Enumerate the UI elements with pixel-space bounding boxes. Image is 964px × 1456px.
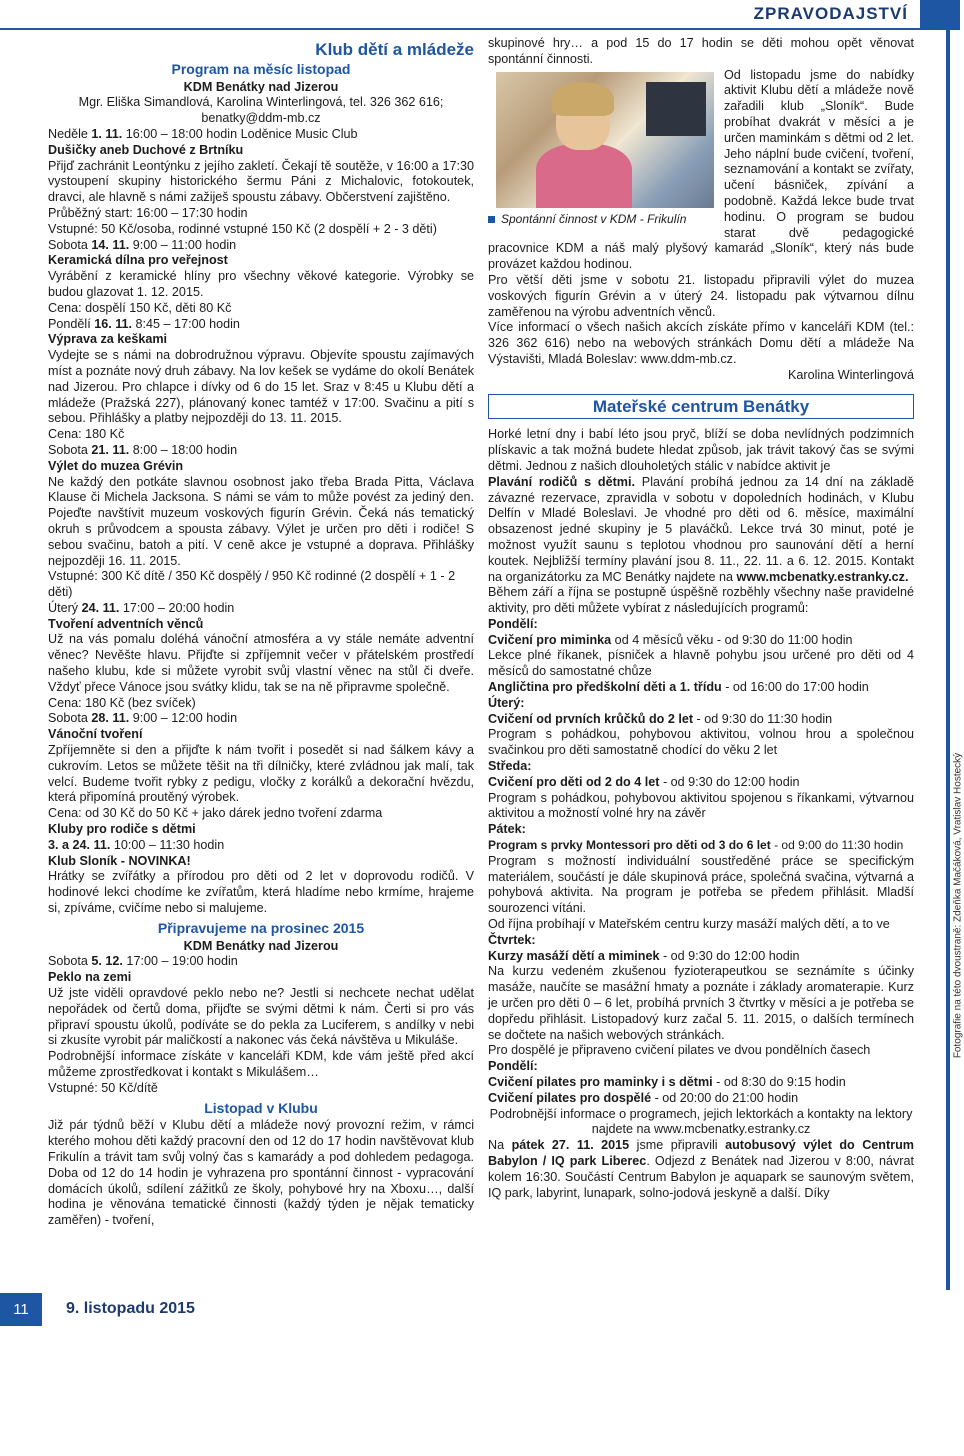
- event-fee: Cena: od 30 Kč do 50 Kč + jako dárek jedno tvoření zdarma: [48, 806, 383, 821]
- article-text: Od října probíhají v Mateřském centru kurzy masáží malých dětí, a to ve: [488, 917, 890, 932]
- article-text: Pro větší děti jsme v sobotu 21. listopadu připravili výlet do muzea voskových figurín Grévin a v úterý 24. listopadu pak výtvarnou dílnu zaměřenou na výrobu adventních věnců.: [488, 272, 914, 319]
- event-fee: Vstupné: 300 Kč dítě / 350 Kč dospělý / 950 Kč rodinné (2 dospělí + 1 - 2 děti): [48, 569, 456, 600]
- right-column: [488, 36, 914, 1201]
- event-text: Hrátky se zvířátky a přírodou pro děti od 2 let v doprovodu rodičů. V hodinové lekci chodíme ke zvířatům, která hladíme nebo krmíme, hrajeme si, zpíváme, cvičíme nebo si malujeme.: [48, 869, 474, 916]
- event-fee: Vstupné: 50 Kč/osoba, rodinné vstupné 150 Kč (2 dospělí + 2 - 3 děti): [48, 221, 437, 236]
- mc-title: Mateřské centrum Benátky: [488, 394, 914, 420]
- event-text: Zpříjemněte si den a přijďte k nám tvořit i posedět si nad šálkem kávy a cukrovím. Letos se můžete těšit na tři dílničky, které zvládnou jak malí, tak velcí. Budeme tvořit rybky z pedigu, vločky z korálků a dekorační hvězdu, která připomíná proutěný výrobek.: [48, 743, 474, 805]
- event-title: Výprava za keškami: [48, 332, 168, 347]
- edge-accent-bar: [946, 30, 950, 1290]
- event-date: 3. a 24. 11. 10:00 – 11:30 hodin: [48, 837, 225, 852]
- article-text: Během září a října se postupně úspěšně rozběhly všechny naše pravidelné aktivity, pro děti můžete vybírat z následujících programů:: [488, 585, 914, 616]
- december-title: Připravujeme na prosinec 2015: [157, 919, 365, 936]
- event-fee: Vstupné: 50 Kč/dítě: [48, 1080, 158, 1095]
- info-text: Podrobnější informace o programech, jejich lektorkách a kontakty na lektory najdete na www.mcbenatky.estranky.cz: [489, 1106, 913, 1137]
- program-desc: Program s pohádkou, pohybovou aktivitou spojenou s říkankami, výtvarnou aktivitou a možností volné hry na závěr: [488, 790, 914, 821]
- club-title: Klub dětí a mládeže: [315, 40, 474, 59]
- header-rule: [0, 28, 920, 30]
- article-text: skupinové hry… a pod 15 do 17 hodin se děti mohou opět věnovat spontánní činnosti.: [488, 36, 914, 66]
- day-label: Pátek:: [488, 822, 526, 837]
- november-club-title: Listopad v Klubu: [204, 1099, 318, 1116]
- program-desc: Na kurzu vedeném zkušenou fyzioterapeutkou se seznámíte s účinky masáže, naučíte se masážní hmaty a poznáte i základy aromaterapie. Kurz je určen pro děti 0 – 6 let, probíhá prvních 3 čtvrtky v měsíci a je potřeba se dopředu přihlásit. Listopadový kurz začal 5. 11. 2015, o dalších termínech se dočtete na našich webových stránkách.: [488, 964, 914, 1042]
- contact-line: Mgr. Eliška Simandlová, Karolina Winterlingová, tel. 326 362 616;: [78, 95, 444, 110]
- program-item: Cvičení pilates pro maminky i s dětmi - od 8:30 do 9:15 hodin: [488, 1075, 846, 1089]
- event-text: Vyrábění z keramické hlíny pro všechny věkové kategorie. Výrobky se budou glazovat 1. 12. 2015.: [48, 269, 474, 299]
- event-fee: Cena: 180 Kč (bez svíček): [48, 695, 196, 710]
- monitor: [646, 82, 706, 136]
- caption-marker-icon: [488, 216, 495, 223]
- page-header: [0, 0, 960, 30]
- program-item: Kurzy masáží dětí a miminek - od 9:30 do 12:00 hodin: [488, 948, 800, 963]
- event-title: Keramická dílna pro veřejnost: [48, 253, 228, 268]
- event-text: Vydejte se s námi na dobrodružnou výpravu. Objevíte spoustu zajímavých míst a poznáte nový druh zábavy. Na lov kešek se vydáme do okolí Benátek nad Jizerou. Pro chlapce i dívky od 6 do 15 let. Sraz v 8:45 u Klubu dětí a mládeže (Pražská 227), plánovaný konec tamtéž v 17:00. Svačinu a pití s sebou. Přihlášky a platby nejpozději do 13. 11. 2015.: [48, 348, 474, 426]
- event-date: Sobota 5. 12. 17:00 – 19:00 hodin: [48, 954, 238, 969]
- day-label: Středa:: [488, 759, 532, 774]
- left-column: [48, 36, 474, 1229]
- article-text: Více informací o všech našich akcích získáte přímo v kanceláři KDM (tel.: 326 362 616) nebo na webových stránkách Domu dětí a mládeže Na Výstavišti, Mladá Boleslav: www.ddm-mb.cz.: [488, 320, 914, 366]
- day-label: Pondělí:: [488, 616, 538, 631]
- event-title: Dušičky aneb Duchové z Brtníku: [48, 142, 244, 157]
- program-item: Cvičení pro děti od 2 do 4 let - od 9:30 do 12:00 hodin: [488, 774, 800, 789]
- program-desc: Program s možností individuální soustředěné práce se specifickým materiálem, součástí je dále skupinová práce, společná svačina, výtvarná a pohybová aktivita. Na program je potřeba se předem přihlásit. Mladší sourozenci vítáni.: [488, 853, 914, 916]
- day-label: Pondělí:: [488, 1059, 538, 1074]
- child-figure: [536, 144, 632, 208]
- program-item: Cvičení pro miminka od 4 měsíců věku - od 9:30 do 11:00 hodin: [488, 632, 853, 647]
- section-title: ZPRAVODAJSTVÍ: [753, 4, 908, 23]
- program-item: Cvičení pilates pro dospělé - od 20:00 do 21:00 hodin: [488, 1090, 799, 1105]
- article-text: Pro dospělé je připraveno cvičení pilates ve dvou pondělních časech: [488, 1043, 871, 1058]
- event-date: Pondělí 16. 11. 8:45 – 17:00 hodin: [48, 316, 240, 331]
- day-label: Čtvrtek:: [488, 932, 536, 947]
- org-name: KDM Benátky nad Jizerou: [183, 938, 339, 953]
- event-text: Už jste viděli opravdové peklo nebo ne? Jestli si nechcete nechat udělat nepořádek od čertů doma, přijďte se svými dětmi k nám. Čerti si pro vás připraví spoustu úkolů, podíváte se do pekla za Luciferem, s andílky v nebi si zkusíte vyrobit pár maličkostí a nakonec vás čeká návštěva u Mikuláše.: [48, 986, 474, 1048]
- event-date: Úterý 24. 11. 17:00 – 20:00 hodin: [48, 600, 235, 615]
- page-number: 11: [0, 1293, 42, 1326]
- program-item: Program s prvky Montessori pro děti od 3 do 6 let - od 9:00 do 11:30 hodin: [488, 838, 904, 853]
- program-item: Cvičení od prvních krůčků do 2 let - od 9:30 do 11:30 hodin: [488, 711, 833, 726]
- event-title: Tvoření adventních věnců: [48, 616, 204, 631]
- issue-date: 9. listopadu 2015: [66, 1300, 195, 1317]
- org-name: KDM Benátky nad Jizerou: [183, 79, 339, 94]
- event-title: Vánoční tvoření: [48, 727, 143, 742]
- article-text: Již pár týdnů běží v Klubu dětí a mládeže nový provozní režim, v rámci kterého mohou děti každý pracovní den od 12 do 17 hodin navštěvovat klub Frikulín a trávit tam svůj volný čas s kamarády a pod dohledem pedagoga. Doba od 12 do 14 hodin je vyhrazena pro spontánní činnost - vypracování domácích úkolů, sdílení zážitků ze školy, pohybové hry na Xboxu…, další hodina je věnována tematické činnosti (každý týden je nějak tematicky zaměřen) - tvoření,: [48, 1118, 474, 1228]
- event-text: Přijď zachránit Leontýnku z jejího zakletí. Čekají tě soutěže, v 16:00 a 17:30 vystoupení skupiny historického šermu Páni z Michalovic, fotokoutek, dravci, ale hlavně s námi zažiješ spoustu zábavy. Občerstvení zajištěno.: [48, 158, 474, 205]
- event-date: Sobota 14. 11. 9:00 – 11:00 hodin: [48, 237, 237, 252]
- article-text: Horké letní dny i babí léto jsou pryč, blíží se doba nevlídných podzimních plískavic a tak možná budete hledat způsob, jak trávit takový čas se svými dětmi. Jednou z našich dlouholetých stálic v nabídce aktivit je: [488, 427, 914, 473]
- program-title: Program na měsíc listopad: [171, 60, 351, 77]
- program-desc: Lekce plné říkanek, písniček a hlavně pohybu jsou určené pro děti od 4 měsíců do samostatné chůze: [488, 648, 914, 679]
- program-item: Angličtina pro předškolní děti a 1. třídu - od 16:00 do 17:00 hodin: [488, 680, 869, 695]
- program-desc: Program s pohádkou, pohybovou aktivitou, volnou hrou a společnou svačinkou pro děti samostatně chodící do věku 2 let: [488, 727, 914, 758]
- contact-email: benatky@ddm-mb.cz: [201, 111, 321, 126]
- photo: [488, 72, 714, 230]
- event-title: Výlet do muzea Grévin: [48, 458, 184, 473]
- child-hair: [552, 82, 614, 116]
- event-date: Neděle 1. 11. 16:00 – 18:00 hodin Loděnice Music Club: [48, 126, 358, 141]
- club-name: Klub Sloník - NOVINKA!: [48, 853, 191, 868]
- event-text: Ne každý den potkáte slavnou osobnost jako třeba Brada Pitta, Václava Klause či Michela Jacksona. S námi se vám to může povést za jediný den. Pojeďte navštívit muzeum voskových figurín Grévin. Čeká nás tematický okruh s průvodcem a spousta zábavy. Výlet je určen pro děti i rodiče! S sebou svačinu, batoh a pití. V ceně akce je vstupné a doprava. Přihlášky nejpozději 16. 11. 2015.: [48, 474, 474, 568]
- event-fee: Cena: dospělí 150 Kč, děti 80 Kč: [48, 300, 232, 315]
- event-start: Průběžný start: 16:00 – 17:30 hodin: [48, 205, 248, 220]
- event-text: Podrobnější informace získáte v kanceláři KDM, kde vám ještě před akcí můžeme zprostředkovat i kontakt s Mikulášem…: [48, 1049, 474, 1079]
- header-accent-block: [920, 0, 960, 30]
- article-text: Na pátek 27. 11. 2015 jsme připravili autobusový výlet do Centrum Babylon / IQ park Liberec. Odjezd z Benátek nad Jizerou v 8:00, návrat kolem 16:30. Součástí Centrum Babylon je aquapark se saunovým světem, IQ park, labyrint, lunapark, solno-jodová jeskyně a další. Díky: [488, 1138, 914, 1200]
- event-title: Kluby pro rodiče s dětmi: [48, 822, 196, 837]
- article-text: Plavání rodičů s dětmi. Plavání probíhá jednou za 14 dní na základě závazné rezervace, zpravidla v sobotu v dopoledních hodinách, v Klubu Delfín v Mladé Boleslavi. Je vhodné pro děti od 6. měsíce, maximální obsazenost jedné skupiny je 5 plaváčků. Lekce trvá 30 minut, poté je možnost využít saunu s teplotou vhodnou pro saunování dětí a herní koutek. Nejbližší termíny plavání jsou 8. 11., 22. 11. a 6. 12. 2015. Kontakt na organizátorku za MC Benátky najdete na www.mcbenatky.estranky.cz.: [488, 474, 914, 584]
- event-date: Sobota 28. 11. 9:00 – 12:00 hodin: [48, 711, 238, 726]
- event-text: Už na vás pomalu doléhá vánoční atmosféra a vy stále nemáte adventní věnec? Nevěšte hlavu. Přijďte si zpříjemnit večer v přátelském prostředí našeho klubu, kde si můžete vyrobit svůj vlastní věnec na stůl či dveře. Vždyť přece Vánoce jsou svátky klidu, tak se na ně připravme společně.: [48, 632, 474, 694]
- day-label: Úterý:: [488, 695, 525, 710]
- article-text: Od listopadu jsme do nabídky aktivit Klubu dětí a mládeže nově zařadili klub „Sloník“. Bude probíhat dvakrát v měsíci a je určen maminkám s dětmi od 2 let. Jeho náplní bude cvičení, tvoření, seznamování a kontakt se zvířaty, učení básniček, zpívání a podobně. Každá lekce bude trvat hodinu. O program se budou starat dvě pedagogické pracovnice KDM a náš malý plyšový kamarád „Sloník“, který nás bude provázet každou hodinou.: [488, 67, 914, 272]
- photo-credit: Fotografie na této dvoustraně: Zdeňka Mačáková, Vratislav Hostecký: [952, 752, 964, 1059]
- event-fee: Cena: 180 Kč: [48, 427, 125, 442]
- author: Karolina Winterlingová: [788, 367, 914, 382]
- event-title: Peklo na zemi: [48, 970, 132, 985]
- photo-image: [496, 72, 714, 208]
- event-date: Sobota 21. 11. 8:00 – 18:00 hodin: [48, 442, 238, 457]
- photo-caption: Spontánní činnost v KDM - Frikulín: [488, 212, 686, 228]
